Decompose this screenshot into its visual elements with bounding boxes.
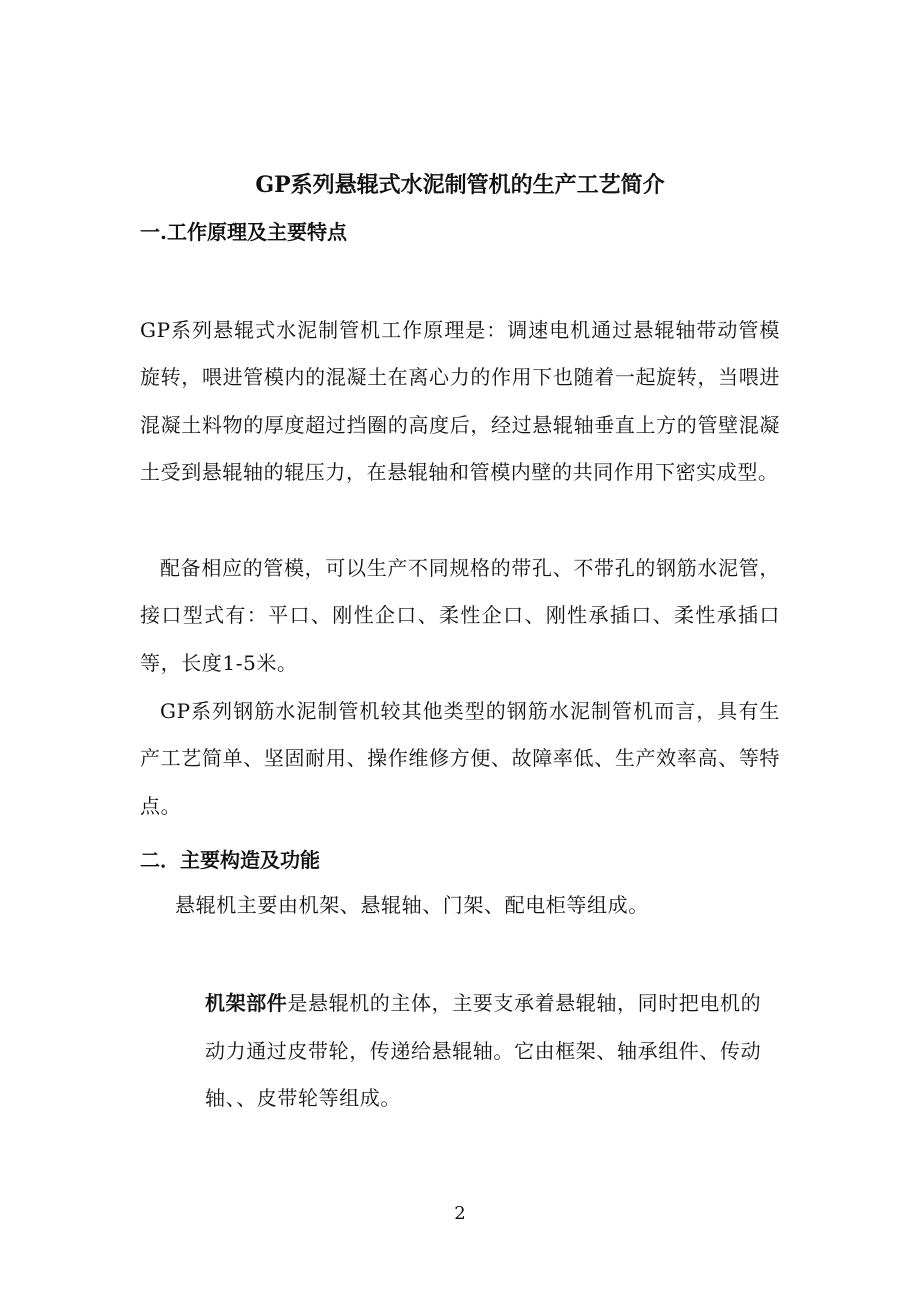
paragraph-pipe-molds: 配备相应的管模，可以生产不同规格的带孔、不带孔的钢筋水泥管，接口型式有：平口、刚性企口、柔性企口、刚性承插口、柔性承插口等，长度1-5米。	[140, 556, 780, 675]
paragraph-features: GP系列钢筋水泥制管机较其他类型的钢筋水泥制管机而言，具有生产工艺简单、坚固耐用、操作维修方便、故障率低、生产效率高、等特点。	[140, 699, 780, 818]
page-number: 2	[454, 1203, 466, 1224]
section-heading-structure: 二．主要构造及功能	[140, 848, 320, 872]
section-heading-principle: 一.工作原理及主要特点	[140, 220, 347, 244]
document-title: GP系列悬辊式水泥制管机的生产工艺简介	[255, 172, 665, 198]
frame-description: 是悬辊机的主体，主要支承着悬辊轴，同时把电机的动力通过皮带轮，传递给悬辊轴。它由框架、轴承组件、传动轴、、皮带轮等组成。	[205, 991, 762, 1110]
paragraph-frame-component	[205, 980, 780, 1123]
paragraph-structure-intro: 悬辊机主要由机架、悬辊轴、门架、配电柜等组成。	[175, 893, 649, 917]
frame-term: 机架部件	[205, 991, 288, 1015]
paragraph-working-principle: GP系列悬辊式水泥制管机工作原理是：调速电机通过悬辊轴带动管模旋转，喂进管模内的混凝土在离心力的作用下也随着一起旋转，当喂进混凝土料物的厚度超过挡圈的高度后，经过悬辊轴垂直上方的管壁混凝土受到悬辊轴的辊压力，在悬辊轴和管模内壁的共同作用下密实成型。	[140, 318, 780, 484]
